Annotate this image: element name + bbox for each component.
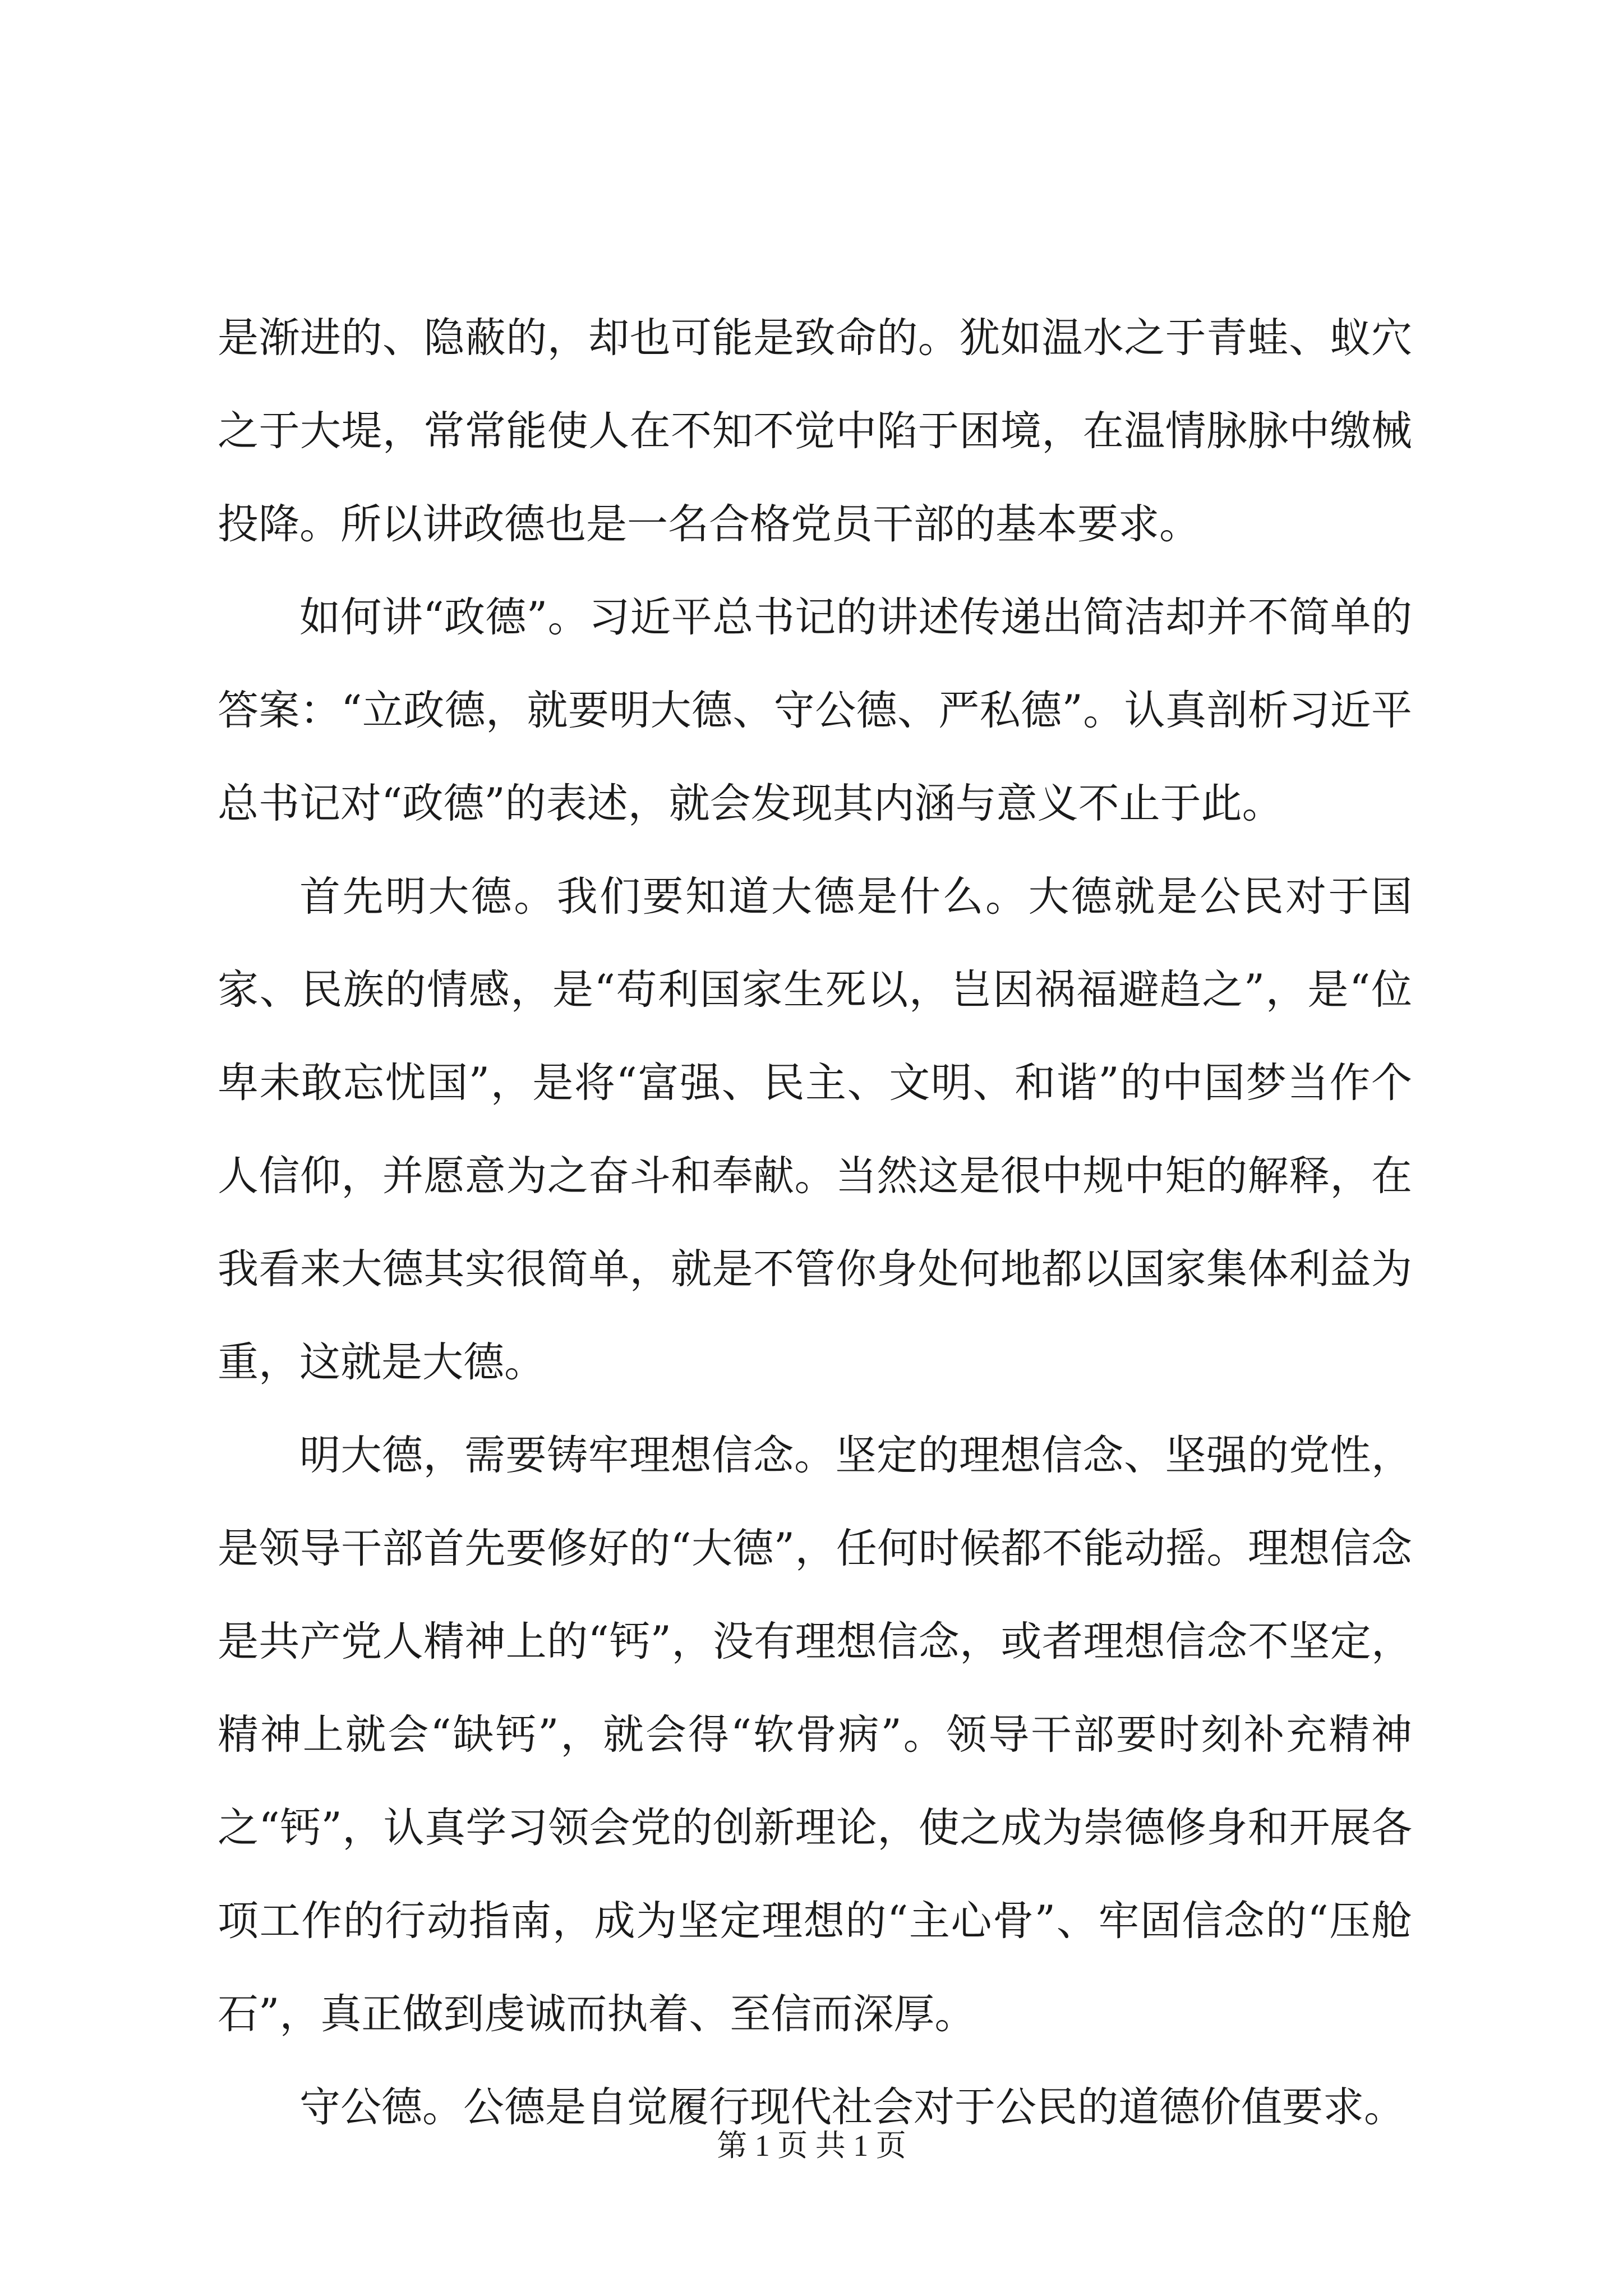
page-footer (0, 2126, 1623, 2165)
paragraph-5: 守公德。公德是自觉履行现代社会对于公民的道德价值要求。 (299, 2083, 1405, 2131)
page-number-label: 第 1 页 共 1 页 (717, 2129, 906, 2162)
paragraph-1: 是渐进的、隐蔽的，却也可能是致命的。犹如温水之于青蛙、蚁穴之于大堤，常常能使人在不知不觉中陷于困境，在温情脉脉中缴械投降。所以讲政德也是一名合格党员干部的基本要求。 (218, 314, 1412, 548)
paragraph-2: 如何讲“政德”。习近平总书记的讲述传递出简洁却并不简单的答案：“立政德，就要明大德、守公德、严私德”。认真剖析习近平总书记对“政德”的表述，就会发现其内涵与意义不止于此。 (218, 593, 1412, 827)
paragraph-4: 明大德，需要铸牢理想信念。坚定的理想信念、坚强的党性，是领导干部首先要修好的“大德”，任何时候都不能动摇。理想信念是共产党人精神上的“钙”，没有理想信念，或者理想信念不坚定，精神上就会“缺钙”，就会得“软骨病”。领导干部要时刻补充精神之“钙”，认真学习领会党的创新理论，使之成为崇德修身和开展各项工作的行动指南，成为坚定理想的“主心骨”、牢固信念的“压舱石”，真正做到虔诚而执着、至信而深厚。 (218, 1432, 1412, 2038)
document-body (218, 292, 1412, 2154)
paragraph-3: 首先明大德。我们要知道大德是什么。大德就是公民对于国家、民族的情感，是“苟利国家生死以，岂因祸福避趋之”，是“位卑未敢忘忧国”，是将“富强、民主、文明、和谐”的中国梦当作个人信仰，并愿意为之奋斗和奉献。当然这是很中规中矩的解释，在我看来大德其实很简单，就是不管你身处何地都以国家集体利益为重，这就是大德。 (218, 873, 1412, 1386)
